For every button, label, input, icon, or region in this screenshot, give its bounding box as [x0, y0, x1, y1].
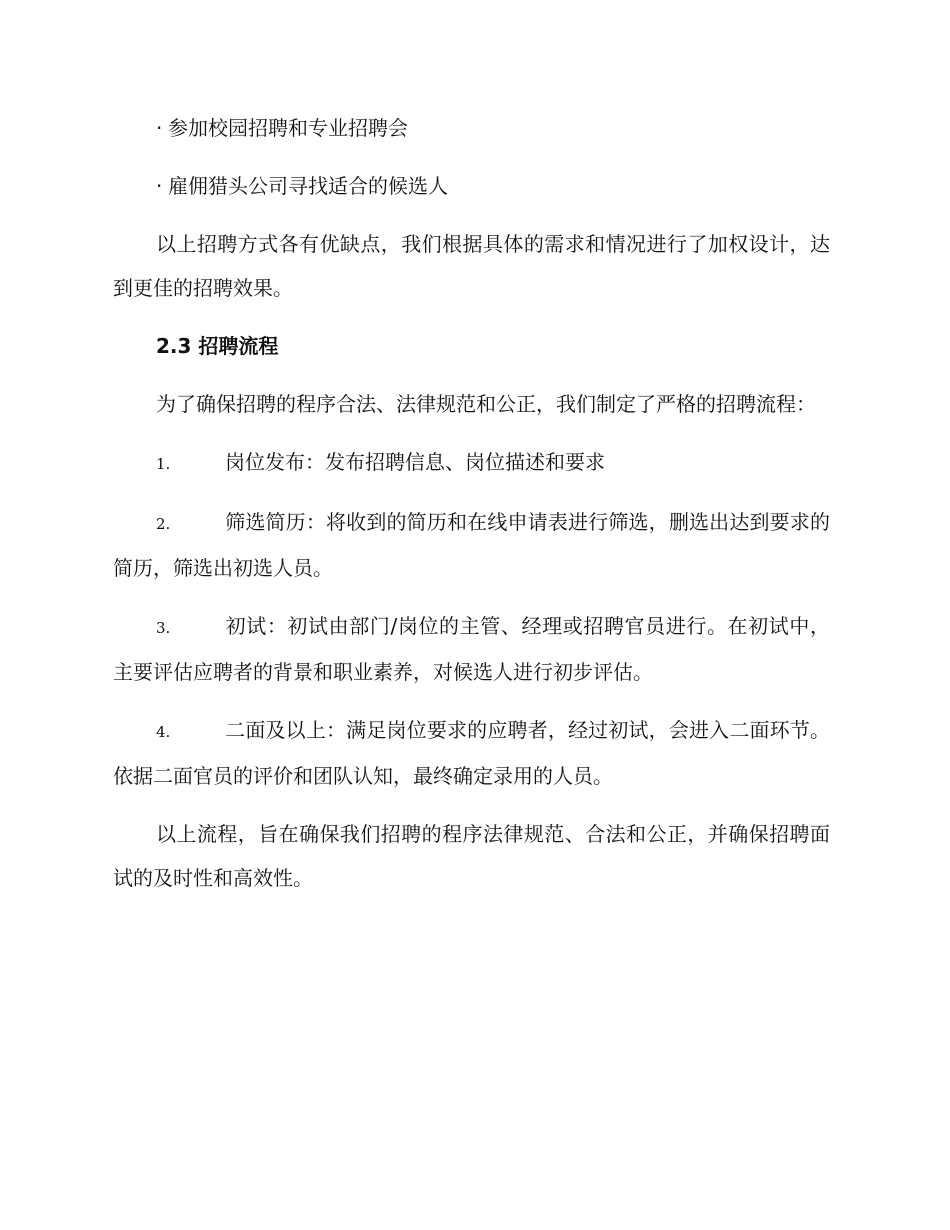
paragraph-process-intro: 为了确保招聘的程序合法、法律规范和公正，我们制定了严格的招聘流程：	[156, 392, 816, 416]
bullet-marker: ·	[156, 174, 163, 198]
list-number: 1.	[156, 455, 171, 473]
list-number: 4.	[156, 723, 171, 741]
bullet-marker: ·	[156, 116, 163, 140]
list-item-step-3	[113, 604, 830, 694]
list-item-step-2	[113, 500, 830, 590]
paragraph-methods-summary: 以上招聘方式各有优缺点，我们根据具体的需求和情况进行了加权设计，达到更佳的招聘效果。	[113, 232, 830, 300]
bullet-item-campus-recruiting	[113, 106, 830, 150]
bullet-text: 雇佣猎头公司寻找适合的候选人	[168, 174, 448, 198]
list-number: 3.	[156, 619, 171, 637]
list-text: 岗位发布：发布招聘信息、岗位描述和要求	[225, 450, 605, 474]
list-item-step-4	[113, 708, 830, 798]
list-text: 初试：初试由部门/岗位的主管、经理或招聘官员进行。在初试中，主要评估应聘者的背景和职业素养，对候选人进行初步评估。	[113, 614, 830, 684]
bullet-text: 参加校园招聘和专业招聘会	[168, 116, 408, 140]
list-item-step-1	[113, 440, 830, 486]
list-number: 2.	[156, 515, 171, 533]
paragraph-conclusion: 以上流程，旨在确保我们招聘的程序法律规范、合法和公正，并确保招聘面试的及时性和高效性。	[113, 822, 830, 890]
section-heading: 2.3 招聘流程	[156, 334, 279, 358]
list-text: 二面及以上：满足岗位要求的应聘者，经过初试，会进入二面环节。依据二面官员的评价和团队认知，最终确定录用的人员。	[113, 718, 830, 788]
list-text: 筛选简历：将收到的简历和在线申请表进行筛选，删选出达到要求的简历，筛选出初选人员。	[113, 510, 830, 580]
bullet-item-headhunter	[113, 164, 830, 208]
